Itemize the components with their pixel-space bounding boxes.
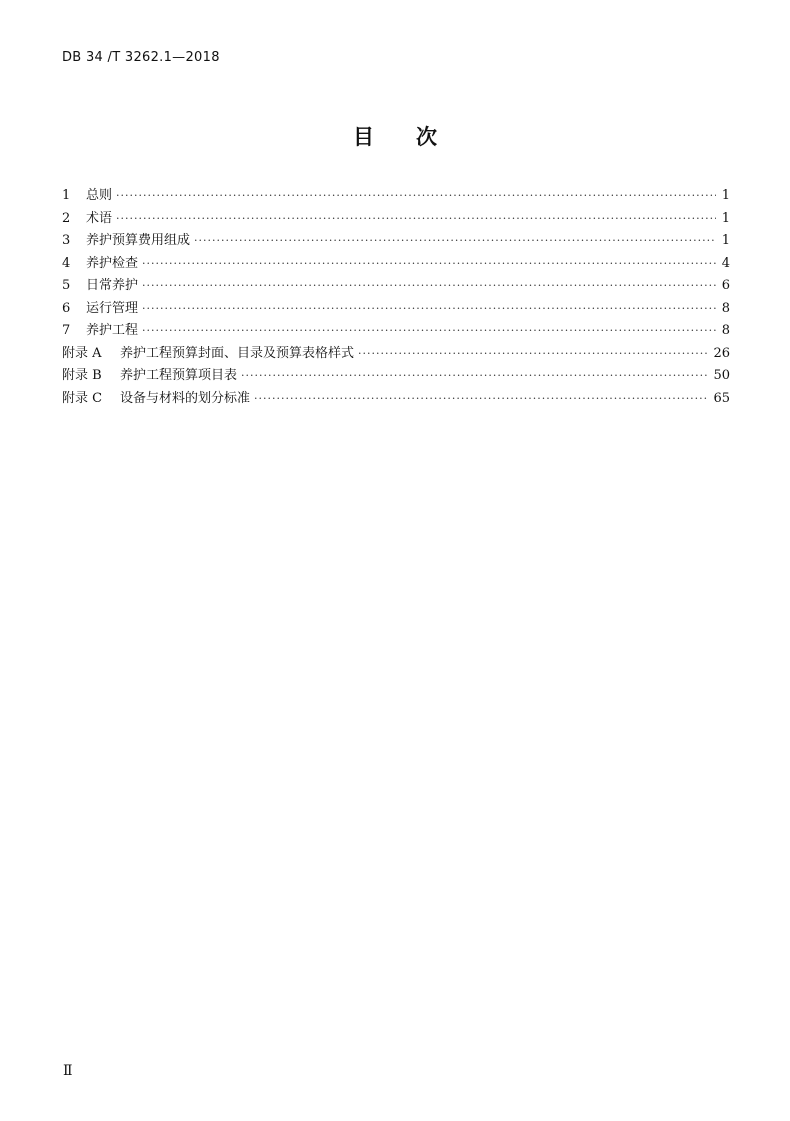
toc-entry[interactable] xyxy=(62,230,730,253)
toc-leader-dots xyxy=(358,343,709,366)
toc-entry-title: 设备与材料的划分标准 xyxy=(120,390,251,406)
toc-entry-number: 1 xyxy=(62,188,71,203)
toc-entry-title: 日常养护 xyxy=(86,278,139,293)
toc-entry-page: 8 xyxy=(721,323,730,338)
toc-entry-page: 8 xyxy=(721,300,730,316)
page-title xyxy=(0,121,790,151)
toc-leader-dots xyxy=(142,320,716,343)
toc-appendix-entry[interactable] xyxy=(62,343,730,366)
toc-entry-title: 养护工程预算项目表 xyxy=(120,368,238,383)
toc-entry-title: 养护工程预算封面、目录及预算表格样式 xyxy=(120,345,355,361)
table-of-contents xyxy=(62,185,730,410)
toc-entry-page: 4 xyxy=(721,255,730,271)
toc-leader-dots xyxy=(116,208,716,231)
toc-entry-page: 6 xyxy=(721,278,730,293)
toc-entry-title: 术语 xyxy=(86,210,113,226)
toc-appendix-label: 附录 C xyxy=(62,390,103,406)
toc-leader-dots xyxy=(241,365,709,388)
toc-entry[interactable] xyxy=(62,253,730,276)
toc-entry-title: 运行管理 xyxy=(86,300,139,316)
toc-entry-title: 养护检查 xyxy=(86,255,139,271)
toc-appendix-label: 附录 B xyxy=(62,368,102,383)
toc-leader-dots xyxy=(194,230,716,253)
toc-entry-title: 养护工程 xyxy=(86,323,139,338)
toc-entry-page: 1 xyxy=(721,188,730,203)
page-number: Ⅱ xyxy=(63,1063,73,1079)
title-char-1: 目 xyxy=(353,125,374,149)
toc-leader-dots xyxy=(254,388,709,411)
toc-entry[interactable] xyxy=(62,320,730,343)
toc-entry-page: 1 xyxy=(721,210,730,226)
toc-entry[interactable] xyxy=(62,185,730,208)
toc-leader-dots xyxy=(142,275,716,298)
toc-entry[interactable] xyxy=(62,275,730,298)
toc-appendix-entry[interactable] xyxy=(62,388,730,411)
toc-appendix-entry[interactable] xyxy=(62,365,730,388)
toc-entry-page: 65 xyxy=(713,390,730,406)
toc-leader-dots xyxy=(142,298,716,321)
toc-leader-dots xyxy=(116,185,716,208)
toc-leader-dots xyxy=(142,253,716,276)
toc-entry-page: 26 xyxy=(713,345,730,361)
toc-entry[interactable] xyxy=(62,208,730,231)
toc-entry-page: 50 xyxy=(713,368,730,383)
document-code: DB 34 /T 3262.1—2018 xyxy=(62,50,220,65)
toc-entry-number: 5 xyxy=(62,278,71,293)
toc-entry-number: 6 xyxy=(62,300,71,316)
title-char-2: 次 xyxy=(416,125,437,149)
toc-entry-number: 7 xyxy=(62,323,71,338)
toc-entry[interactable] xyxy=(62,298,730,321)
toc-entry-title: 总则 xyxy=(86,188,113,203)
toc-entry-number: 4 xyxy=(62,255,71,271)
toc-entry-number: 2 xyxy=(62,210,71,226)
toc-entry-number: 3 xyxy=(62,233,71,248)
toc-appendix-label: 附录 A xyxy=(62,345,102,361)
toc-entry-page: 1 xyxy=(721,233,730,248)
toc-entry-title: 养护预算费用组成 xyxy=(86,233,191,248)
